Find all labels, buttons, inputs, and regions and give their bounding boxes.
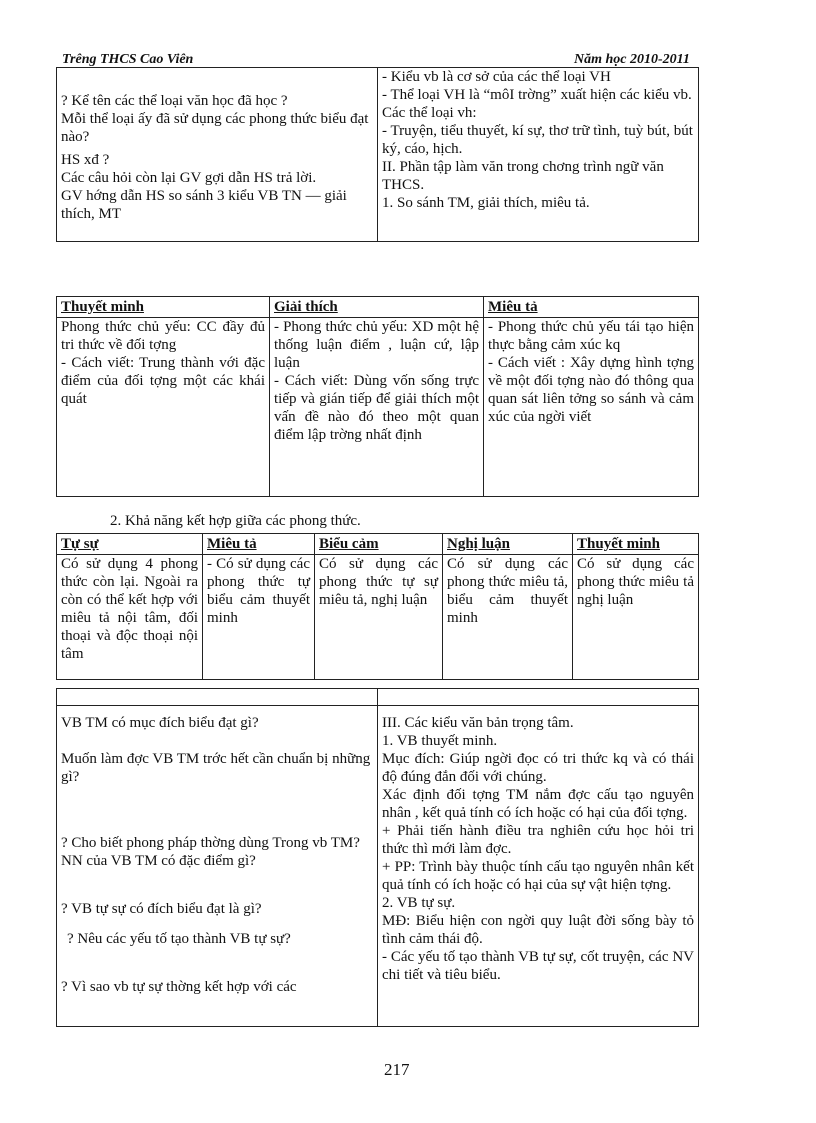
header-thuyet-minh: Thuyết minh	[573, 534, 699, 555]
header-bieu-cam: Biểu cảm	[315, 534, 443, 555]
question: ? Nêu các yếu tố tạo thành VB tự sự?	[67, 931, 291, 947]
answer-1: - Kiểu vb là cơ sở của các thể loại VH	[382, 69, 611, 85]
answer: III. Các kiểu văn bản trọng tâm.	[382, 715, 574, 731]
cell-mieu-ta	[203, 555, 315, 680]
answer: 2. VB tự sự.	[382, 895, 456, 911]
answer: + Phải tiến hành điều tra nghiên cứu học hỏi tri thức thì mới làm đợc.	[382, 823, 694, 857]
question-4: Các câu hỏi còn lại GV gợi dẫn HS trả lời.	[61, 170, 317, 186]
intro-questions-cell	[57, 68, 378, 242]
header-thuyet-minh: Thuyết minh	[57, 297, 270, 318]
header-mieu-ta: Miêu tả	[484, 297, 699, 318]
question: VB TM có mục đích biểu đạt gì?	[61, 715, 259, 731]
header-mieu-ta: Miêu tả	[203, 534, 315, 555]
question: NN của VB TM có đặc điểm gì?	[61, 853, 256, 869]
header-tu-su: Tự sự	[57, 534, 203, 555]
answer: Mục đích: Giúp ngời đọc có tri thức kq và có thái độ đúng đắn đối với chúng.	[382, 751, 694, 785]
cell-text: - Cách viết: Dùng vốn sống trực tiếp và gián tiếp để giải thích một vấn đề nào đó theo một quan điểm lập trờng nhất định	[274, 373, 479, 443]
empty-row-cell	[57, 689, 378, 706]
question: ? VB tự sự có đích biểu đạt là gì?	[61, 901, 262, 917]
header-giai-thich: Giải thích	[270, 297, 484, 318]
cell-giai-thich	[270, 318, 484, 497]
question-3: HS xđ ?	[61, 152, 110, 168]
header-school: Trêng THCS Cao Viên	[62, 52, 194, 67]
answer: Xác định đối tợng TM nắm đợc cấu tạo nguyên nhân , kết quả tính có ích hoặc có hại của đối tợng.	[382, 787, 694, 821]
header-school-year: Năm học 2010-2011	[574, 52, 690, 67]
question: ? Cho biết phong pháp thờng dùng Trong vb TM?	[61, 835, 360, 851]
answer-5: II. Phần tập làm văn trong chơng trình ngữ văn THCS.	[382, 159, 664, 193]
cell-text: - Cách viết: Trung thành với đặc điểm của đối tợng một các khái quát	[61, 355, 265, 407]
cell-text: - Có sử dụng các phong thức tự biểu cảm thuyết minh	[207, 556, 310, 626]
cell-nghi-luan	[443, 555, 573, 680]
cell-text: - Cách viết : Xây dựng hình tợng về một đối tợng nào đó thông qua quan sát liên tởng so sánh và cảm xúc của ngời viết	[488, 355, 694, 425]
intro-answers-cell	[378, 68, 699, 242]
table-combination	[56, 533, 699, 680]
empty-row-cell	[378, 689, 699, 706]
text-types-questions-cell	[57, 706, 378, 1027]
answer: - Các yếu tố tạo thành VB tự sự, cốt truyện, các NV chi tiết và tiêu biểu.	[382, 949, 694, 983]
cell-text: Có sử dụng 4 phong thức còn lại. Ngoài ra còn có thể kết hợp với miêu tả nội tâm, đối thoại và độc thoại nội tâm	[61, 556, 198, 662]
cell-text: Có sử dụng các phong thức tự sự miêu tả, nghị luận	[319, 556, 438, 608]
text-types-answers-cell	[378, 706, 699, 1027]
cell-text: - Phong thức chủ yếu tái tạo hiện thực bằng cảm xúc kq	[488, 319, 694, 353]
cell-thuyet-minh	[57, 318, 270, 497]
answer-4: - Truyện, tiểu thuyết, kí sự, thơ trữ tình, tuỳ bút, bút ký, cáo, hịch.	[382, 123, 693, 157]
question: ? Vì sao vb tự sự thờng kết hợp với các	[61, 979, 297, 995]
table-text-types	[56, 688, 699, 1027]
cell-thuyet-minh	[573, 555, 699, 680]
table-intro	[56, 67, 699, 242]
answer: + PP: Trình bày thuộc tính cấu tạo nguyên nhân kết quả tính có ích hoặc có hại của sự vật hiện tợng.	[382, 859, 694, 893]
cell-bieu-cam	[315, 555, 443, 680]
question-1: ? Kể tên các thể loại văn học đã học ?	[61, 93, 288, 109]
cell-text: Có sử dụng các phong thức miêu tả, biểu cảm thuyết minh	[447, 556, 568, 626]
answer-6: 1. So sánh TM, giải thích, miêu tả.	[382, 195, 590, 211]
cell-mieu-ta	[484, 318, 699, 497]
cell-tu-su	[57, 555, 203, 680]
answer-2: - Thể loại VH là “môI trờng” xuất hiện các kiểu vb.	[382, 87, 692, 103]
answer: 1. VB thuyết minh.	[382, 733, 498, 749]
table-comparison	[56, 296, 699, 497]
answer: MĐ: Biểu hiện con ngời quy luật đời sống bày tỏ tình cảm thái độ.	[382, 913, 694, 947]
header-nghi-luan: Nghị luận	[443, 534, 573, 555]
question: Muốn làm đợc VB TM trớc hết cần chuẩn bị những gì?	[61, 751, 371, 785]
page-number: 217	[384, 1060, 410, 1079]
answer-3: Các thể loại vh:	[382, 105, 477, 121]
cell-text: - Phong thức chủ yếu: XD một hệ thống luận điểm , luận cứ, lập luận	[274, 319, 479, 371]
section-title: 2. Khả năng kết hợp giữa các phong thức.	[110, 513, 361, 529]
question-5: GV hớng dẫn HS so sánh 3 kiểu VB TN — giải thích, MT	[61, 188, 347, 222]
question-2: Mỗi thể loại ấy đã sử dụng các phong thức biểu đạt nào?	[61, 111, 369, 145]
cell-text: Có sử dụng các phong thức miêu tả nghị luận	[577, 556, 694, 608]
cell-text: Phong thức chủ yếu: CC đầy đủ tri thức về đối tợng	[61, 319, 265, 353]
